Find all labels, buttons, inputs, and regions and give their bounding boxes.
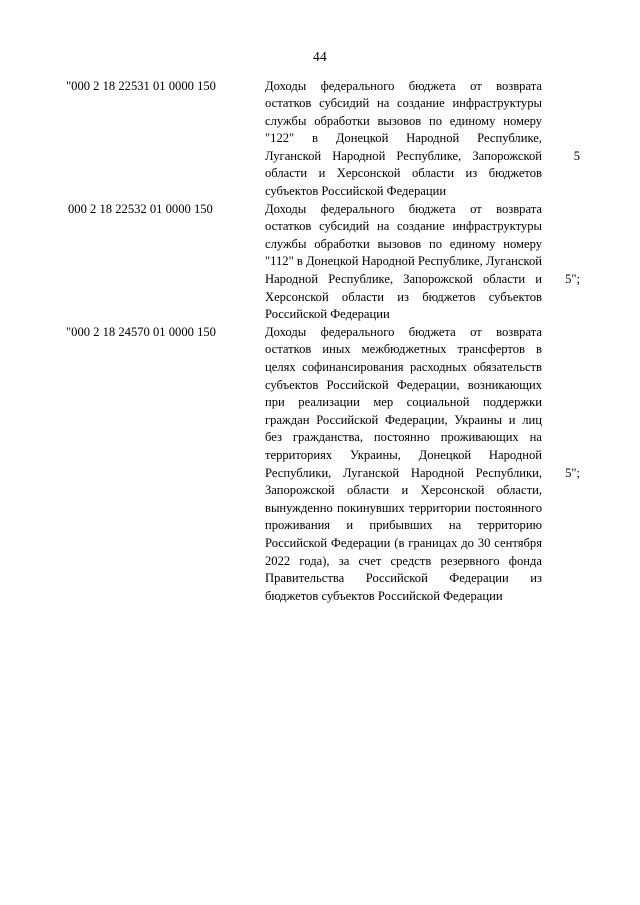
row-footnote-text: 5"; bbox=[565, 465, 580, 480]
row-footnote-text: 5"; bbox=[565, 271, 580, 286]
table-row bbox=[60, 201, 580, 324]
row-code-text: "000 2 18 24570 01 0000 150 bbox=[66, 324, 216, 339]
row-description-cell: Доходы федерального бюджета от возврата остатков субсидий на создание инфраструктуры службы обработки вызовов по единому номеру "112" в Донецкой Народной Республике, Луганской Народной Республике, Запорожской области и Херсонской области из бюджетов субъектов Российской Федерации bbox=[265, 201, 542, 322]
row-footnote-marker bbox=[546, 324, 580, 483]
row-footnote-text: 5 bbox=[573, 148, 580, 163]
row-code-cell bbox=[60, 201, 265, 219]
page-bottom-margin bbox=[60, 605, 580, 725]
row-code-cell bbox=[60, 78, 265, 96]
row-description-cell: Доходы федерального бюджета от возврата остатков иных межбюджетных трансфертов в целях софинансирования расходных обязательств субъектов Российской Федерации, возникающих при реализации мер социальной поддержки граждан Российской Федерации, Украины и лиц без гражданства, постоянно проживающих на территориях Украины, Донецкой Народной Республики, Луганской Народной Республики, Запорожской области и Херсонской области, вынужденно покинувших территории постоянного проживания и прибывших на территорию Российской Федерации (в границах до 30 сентября 2022 года), за счет средств резервного фонда Правительства Российской Федерации из бюджетов субъектов Российской Федерации bbox=[265, 324, 542, 603]
row-footnote-marker bbox=[546, 78, 580, 166]
budget-code-table bbox=[60, 78, 580, 606]
table-row bbox=[60, 324, 580, 606]
row-code-text: 000 2 18 22532 01 0000 150 bbox=[68, 201, 213, 216]
row-code-text: "000 2 18 22531 01 0000 150 bbox=[66, 78, 216, 93]
page-number: 44 bbox=[313, 49, 327, 64]
table-row bbox=[60, 78, 580, 201]
row-description-cell: Доходы федерального бюджета от возврата остатков субсидий на создание инфраструктуры службы обработки вызовов по единому номеру "122" в Донецкой Народной Республике, Луганской Народной Республике, Запорожской области и Херсонской области из бюджетов субъектов Российской Федерации bbox=[265, 78, 542, 199]
row-footnote-marker bbox=[546, 201, 580, 289]
row-code-cell bbox=[60, 324, 265, 342]
